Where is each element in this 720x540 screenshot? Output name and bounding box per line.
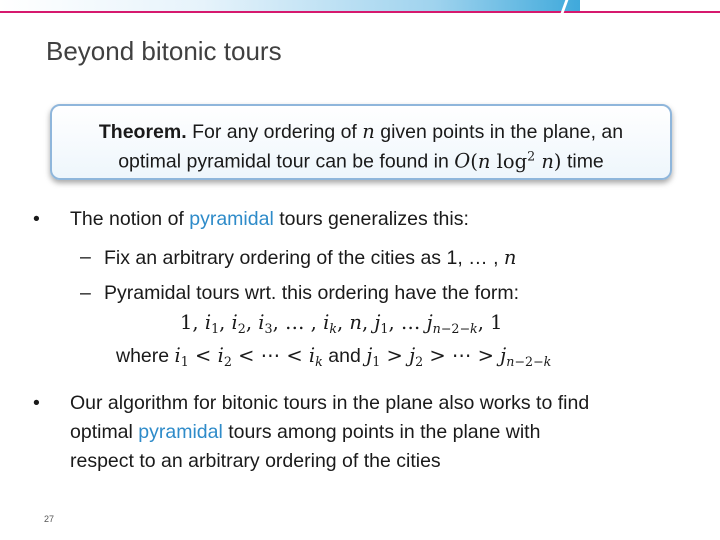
bullet-dot-2: •: [33, 392, 40, 414]
theorem-var-n: n: [362, 120, 375, 143]
pyramidal-term-2: pyramidal: [138, 421, 223, 443]
b1-post: tours generalizes this:: [273, 208, 469, 230]
top-decoration-bar: [0, 0, 720, 14]
where-clause: [116, 344, 551, 369]
theorem-box: [50, 104, 672, 180]
sub1-text: Fix an arbitrary ordering of the cities as 1, … ,: [104, 247, 499, 269]
theorem-text-b: given points in the plane, an: [374, 121, 624, 143]
pyramidal-term: pyramidal: [189, 208, 274, 230]
theorem-label: Theorem.: [98, 121, 187, 143]
top-gradient-band: [0, 0, 580, 11]
theorem-text-c: optimal pyramidal tour can be found in: [118, 150, 455, 173]
bullet-2-line-3: respect to an arbitrary ordering of the cities: [70, 450, 441, 472]
dash-2: –: [80, 282, 91, 304]
tour-form-formula: 1, $i_1$, $i_2$, $i_3$, … , $i_k$, n, $j_1$, … $j_{n-2-k}$, 1: [180, 311, 503, 336]
page-number: 27: [44, 514, 55, 524]
theorem-text-time: time: [566, 150, 604, 173]
bullet-1-text: [70, 208, 469, 231]
where-ineq-1: $i_1 < i_2$ < ⋯ < $i_k$: [174, 344, 323, 369]
theorem-line-1: [52, 120, 670, 144]
sub-bullet-2: Pyramidal tours wrt. this ordering have the form:: [104, 282, 520, 304]
where-ineq-2: $j_1 > j_2$ > ⋯ > $j_{n-2-k}$: [366, 344, 552, 369]
b1-pre: The notion of: [70, 208, 190, 230]
sub-bullet-1: [104, 246, 516, 270]
and-word: and: [328, 345, 361, 367]
top-accent-line: [0, 11, 720, 13]
bullet-2-line-2: [70, 421, 540, 444]
b2-pre: optimal: [70, 421, 139, 443]
bullet-2-line-1: Our algorithm for bitonic tours in the plane also works to find: [70, 392, 590, 414]
theorem-complexity-body: (n $\log^2 n$): [470, 148, 562, 173]
where-word: where: [116, 345, 170, 367]
dash-1: –: [80, 246, 91, 268]
b2-post: tours among points in the plane with: [222, 421, 541, 443]
slide-title: Beyond bitonic tours: [46, 36, 282, 66]
bullet-dot-1: •: [33, 208, 40, 230]
theorem-text-a: For any ordering of: [186, 121, 363, 143]
theorem-line-2: [52, 148, 670, 174]
theorem-complexity: O: [454, 149, 471, 173]
sub1-var: n: [503, 246, 517, 269]
